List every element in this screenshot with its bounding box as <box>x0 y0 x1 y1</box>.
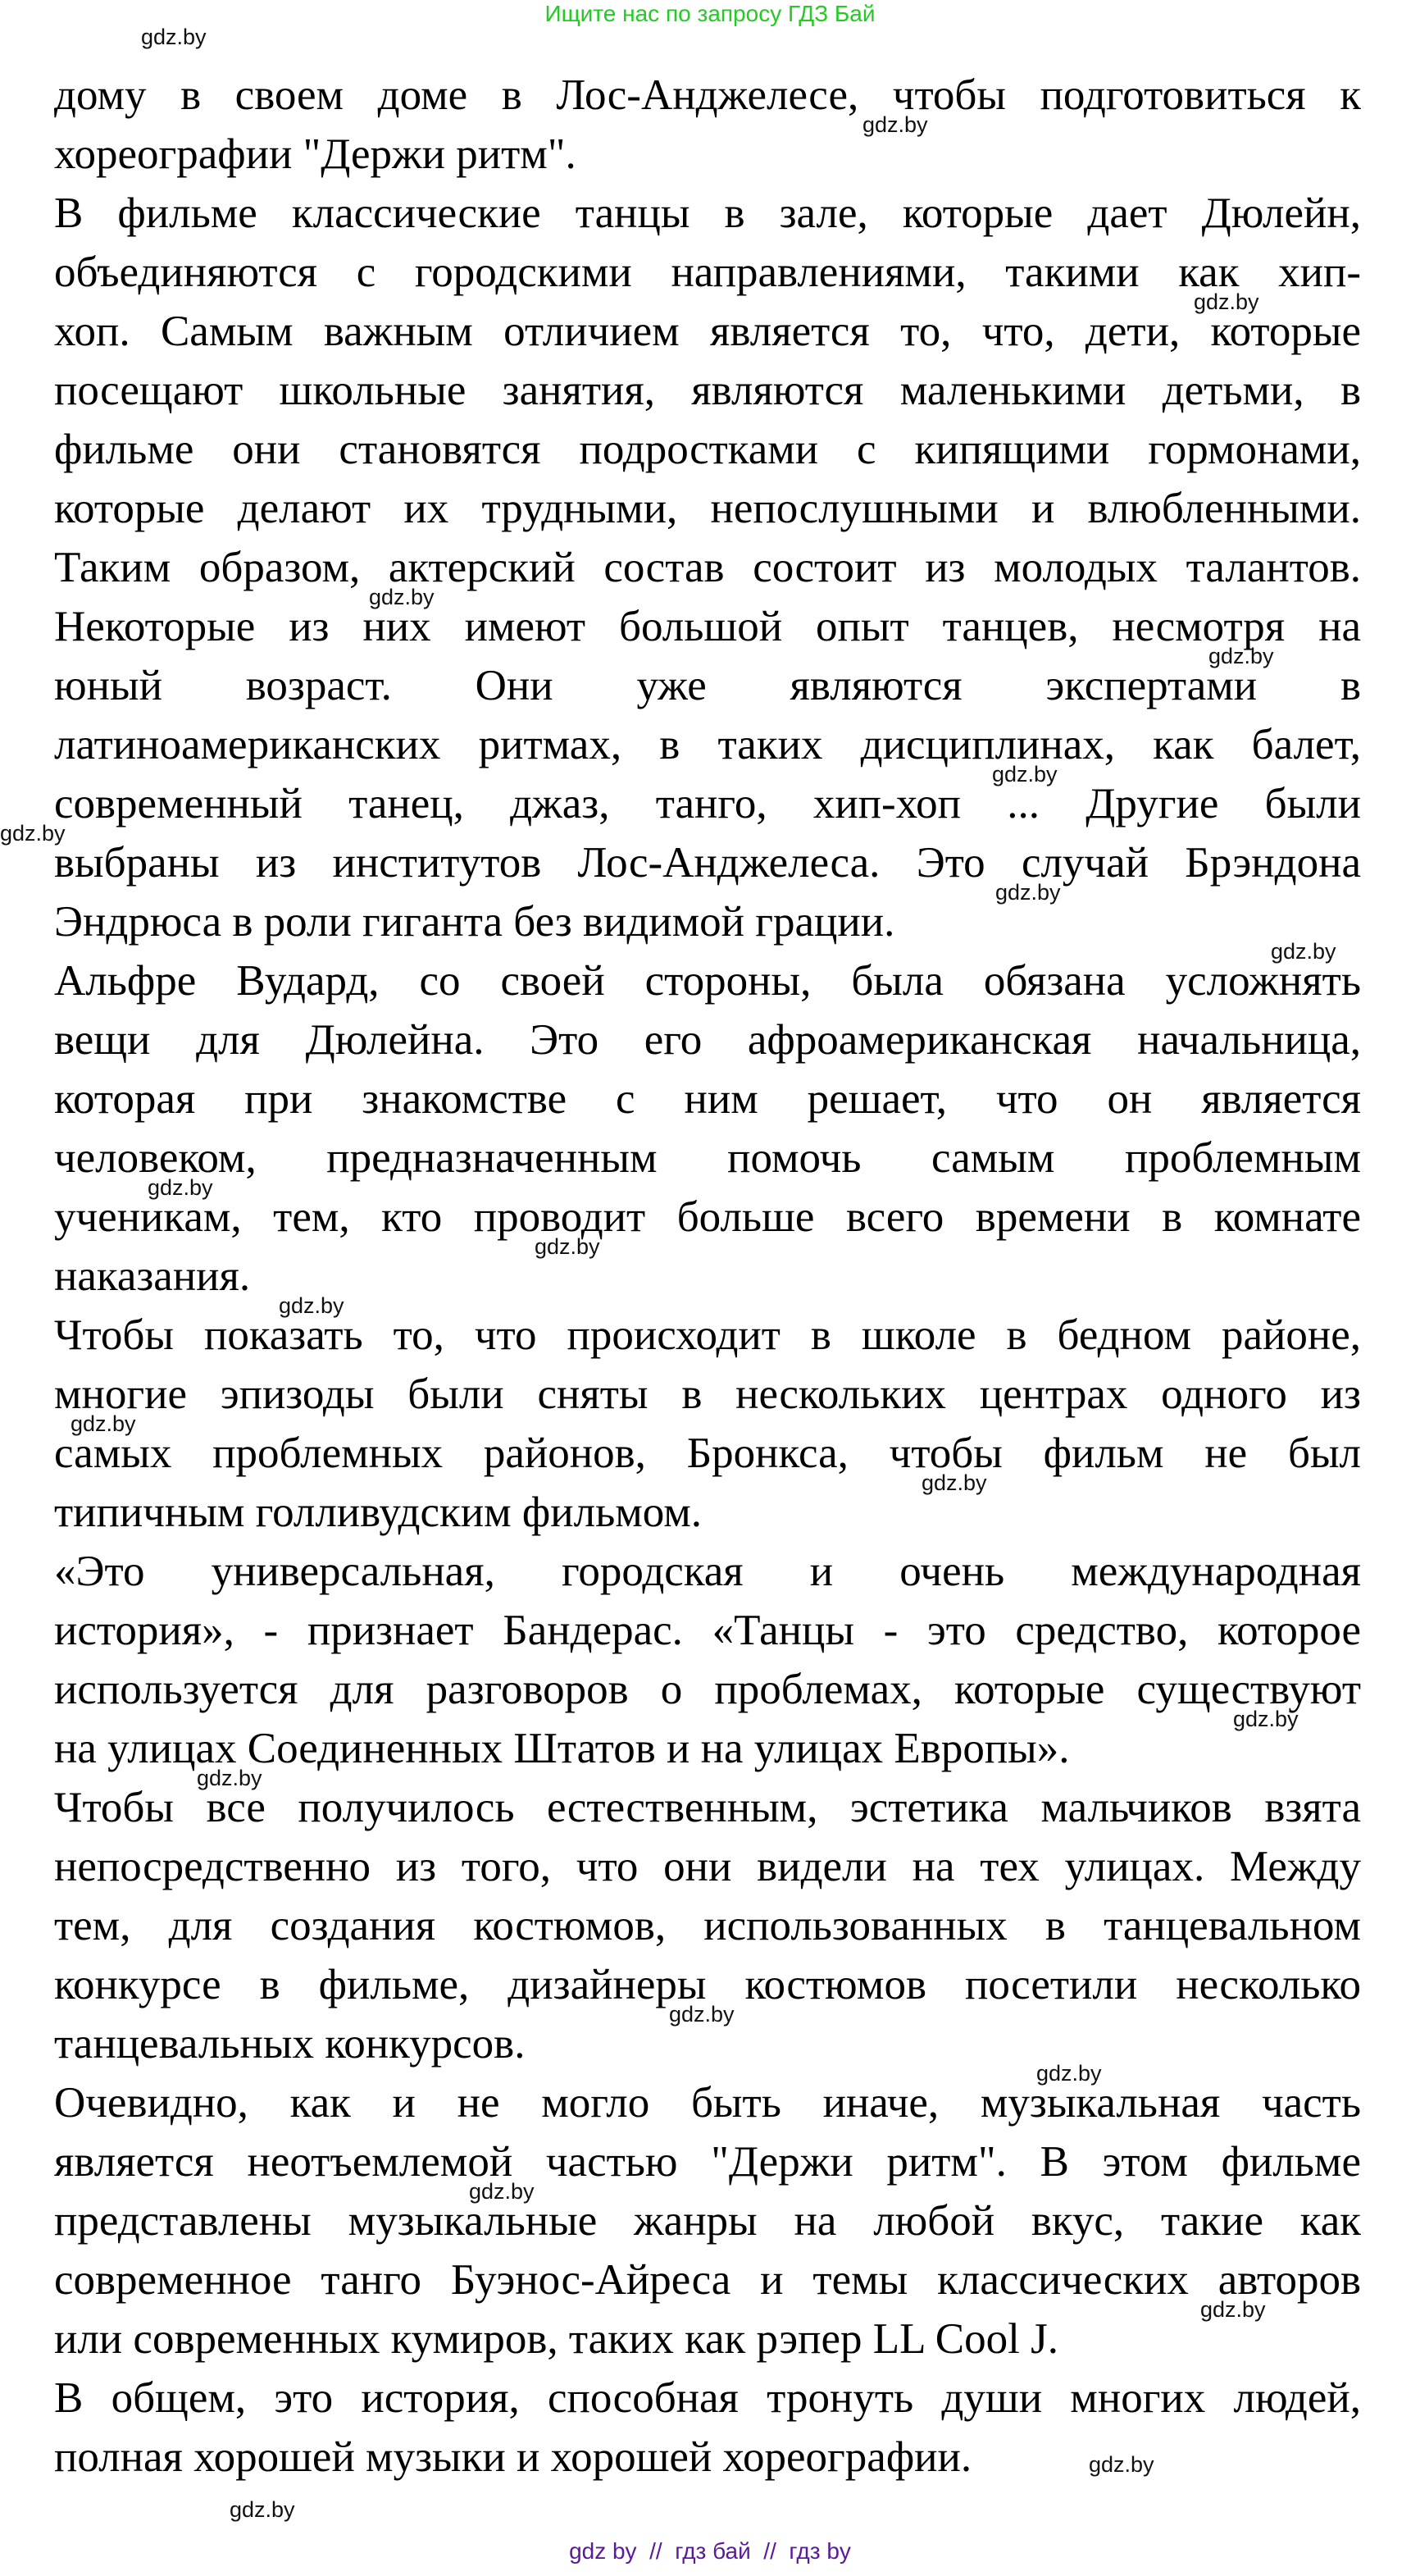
watermark-text: gdz.by <box>995 880 1061 905</box>
text-line: ученикам, тем, кто проводит больше всего времени в комнате <box>54 1193 1361 1241</box>
search-banner: Ищите нас по запросу ГДЗ Бай <box>544 1 876 26</box>
text-line: многие эпизоды были сняты в нескольких центрах одного из <box>54 1370 1361 1418</box>
text-line: выбраны из институтов Лос-Анджелеса. Это случай Брэндона <box>54 839 1361 887</box>
text-line: Таким образом, актерский состав состоит из молодых талантов. <box>54 544 1361 591</box>
text-line: Очевидно, как и не могло быть иначе, музыкальная часть <box>54 2079 1361 2127</box>
text-line: посещают школьные занятия, являются маленькими детьми, в <box>54 367 1361 414</box>
watermark-text: gdz.by <box>1208 644 1274 668</box>
watermark-text: gdz.by <box>992 762 1058 786</box>
watermark-text: gdz.by <box>1233 1707 1299 1731</box>
text-line: танцевальных конкурсов. <box>54 2020 526 2068</box>
text-line: объединяются с городскими направлениями, такими как хип- <box>54 248 1361 296</box>
watermark-text: gdz.by <box>669 2002 735 2027</box>
watermark-text: gdz.by <box>230 2497 295 2522</box>
watermark-text: gdz.by <box>469 2179 535 2204</box>
text-line: Некоторые из них имеют большой опыт танцев, несмотря на <box>54 603 1361 650</box>
text-line: хореографии "Держи ритм". <box>54 130 576 178</box>
text-line: современный танец, джаз, танго, хип-хоп ... Другие были <box>54 780 1361 828</box>
watermark-text: gdz.by <box>1194 290 1259 314</box>
text-line: юный возраст. Они уже являются экспертами в <box>54 662 1361 709</box>
watermark-text: gdz.by <box>141 25 207 49</box>
text-line: наказания. <box>54 1252 251 1300</box>
watermark-text: gdz.by <box>862 112 928 137</box>
text-line: непосредственно из того, что они видели на тех улицах. Между <box>54 1843 1361 1890</box>
text-line: Чтобы показать то, что происходит в школе в бедном районе, <box>54 1311 1361 1359</box>
footer-links: gdz by // гдз бай // гдз by <box>569 2538 851 2564</box>
text-line: Альфре Вудард, со своей стороны, была обязана усложнять <box>54 957 1361 1005</box>
text-line: история», - признает Бандерас. «Танцы - это средство, которое <box>54 1607 1361 1654</box>
watermark-text: gdz.by <box>1200 2297 1266 2322</box>
text-line: В фильме классические танцы в зале, которые дает Дюлейн, <box>54 189 1361 237</box>
watermark-text: gdz.by <box>197 1766 262 1790</box>
text-line: Эндрюса в роли гиганта без видимой грации. <box>54 898 895 946</box>
watermark-text: gdz.by <box>369 585 435 609</box>
watermark-text: gdz.by <box>1271 939 1336 964</box>
text-line: которые делают их трудными, непослушными и влюбленными. <box>54 485 1361 532</box>
text-line: на улицах Соединенных Штатов и на улицах Европы». <box>54 1725 1070 1772</box>
text-line: фильме они становятся подростками с кипящими гормонами, <box>54 426 1361 473</box>
text-line: человеком, предназначенным помочь самым проблемным <box>54 1134 1361 1182</box>
text-line: В общем, это история, способная тронуть души многих людей, <box>54 2374 1361 2422</box>
text-line: представлены музыкальные жанры на любой вкус, такие как <box>54 2197 1361 2245</box>
text-line: конкурсе в фильме, дизайнеры костюмов посетили несколько <box>54 1961 1361 2008</box>
watermark-text: gdz.by <box>279 1293 344 1318</box>
text-line: Чтобы все получилось естественным, эстетика мальчиков взята <box>54 1784 1361 1831</box>
text-line: которая при знакомстве с ним решает, что он является <box>54 1075 1361 1123</box>
watermark-text: gdz.by <box>535 1234 600 1259</box>
text-line: полная хорошей музыки и хорошей хореографии. <box>54 2433 972 2481</box>
text-line: «Это универсальная, городская и очень международная <box>54 1548 1361 1595</box>
watermark-text: gdz.by <box>0 821 66 846</box>
text-line: является неотъемлемой частью "Держи ритм". В этом фильме <box>54 2138 1361 2186</box>
watermark-text: gdz.by <box>1036 2061 1102 2086</box>
text-line: дому в своем доме в Лос-Анджелесе, чтобы подготовиться к <box>54 71 1361 119</box>
text-line: типичным голливудским фильмом. <box>54 1489 703 1536</box>
watermark-text: gdz.by <box>1089 2452 1154 2477</box>
text-line: латиноамериканских ритмах, в таких дисциплинах, как балет, <box>54 721 1361 768</box>
text-line: хоп. Самым важным отличием является то, что, дети, которые <box>54 308 1361 355</box>
text-line: самых проблемных районов, Бронкса, чтобы фильм не был <box>54 1429 1361 1477</box>
text-line: тем, для создания костюмов, использованных в танцевальном <box>54 1902 1361 1949</box>
text-line: или современных кумиров, таких как рэпер LL Cool J. <box>54 2315 1058 2363</box>
text-line: вещи для Дюлейна. Это его афроамериканская начальница, <box>54 1016 1361 1064</box>
watermark-text: gdz.by <box>71 1411 136 1436</box>
text-line: используется для разговоров о проблемах, которые существуют <box>54 1666 1361 1713</box>
watermark-text: gdz.by <box>922 1470 987 1495</box>
watermark-text: gdz.by <box>148 1175 213 1200</box>
text-line: современное танго Буэнос-Айреса и темы классических авторов <box>54 2256 1361 2304</box>
